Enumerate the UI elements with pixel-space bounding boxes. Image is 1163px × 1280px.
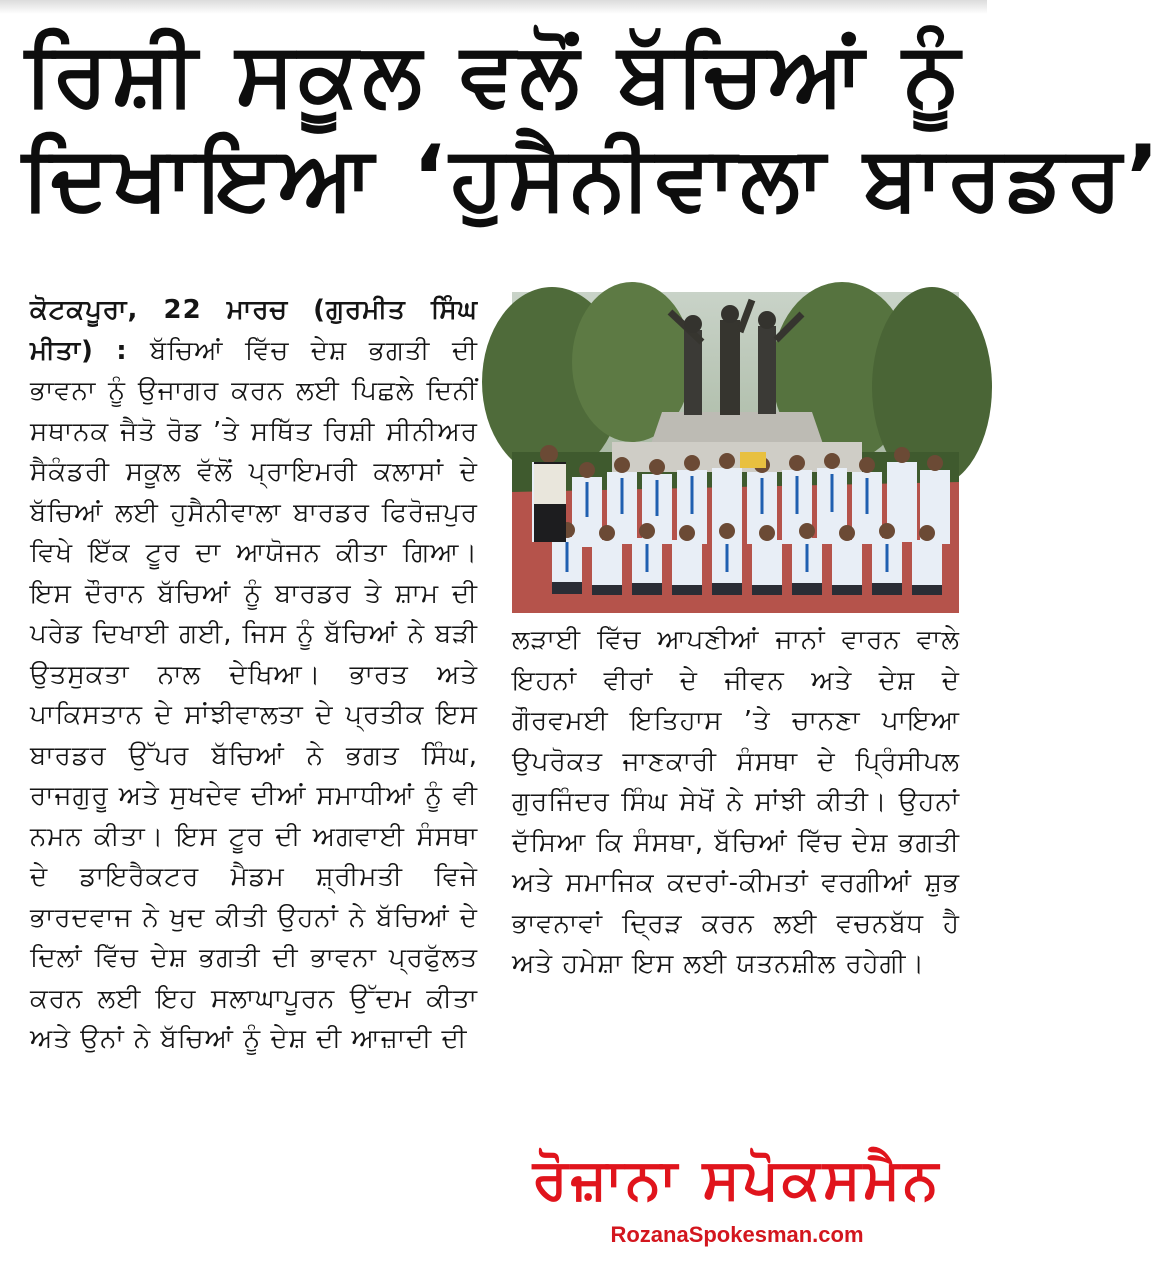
headline-line-1: ਰਿਸ਼ੀ ਸਕੂਲ ਵਲੋਂ ਬੱਚਿਆਂ ਨੂੰ <box>25 22 964 125</box>
article-left-body: ਬੱਚਿਆਂ ਵਿੱਚ ਦੇਸ਼ ਭਗਤੀ ਦੀ ਭਾਵਨਾ ਨੂੰ ਉਜਾਗਰ ਕਰਨ ਲਈ ਪਿਛਲੇ ਦਿਨੀਂ ਸਥਾਨਕ ਜੈਤੋ ਰੋਡ ’ਤੇ ਸਥਿੱਤ ਰਿਸ਼ੀ ਸੀਨੀਅਰ ਸੈਕੰਡਰੀ ਸਕੂਲ ਵੱਲੋਂ ਪ੍ਰਾਇਮਰੀ ਕਲਾਸਾਂ ਦੇ ਬੱਚਿਆਂ ਲਈ ਹੁਸੈਨੀਵਾਲਾ ਬਾਰਡਰ ਫਿਰੋਜ਼ਪੁਰ ਵਿਖੇ ਇੱਕ ਟੂਰ ਦਾ ਆਯੋਜਨ ਕੀਤਾ ਗਿਆ। ਇਸ ਦੌਰਾਨ ਬੱਚਿਆਂ ਨੂੰ ਬਾਰਡਰ ਤੇ ਸ਼ਾਮ ਦੀ ਪਰੇਡ ਦਿਖਾਈ ਗਈ, ਜਿਸ ਨੂੰ ਬੱਚਿਆਂ ਨੇ ਬੜੀ ਉਤਸੁਕਤਾ ਨਾਲ ਦੇਖਿਆ। ਭਾਰਤ ਅਤੇ ਪਾਕਿਸਤਾਨ ਦੇ ਸਾਂਝੀਵਾਲਤਾ ਦੇ ਪ੍ਰਤੀਕ ਇਸ ਬਾਰਡਰ ਉੱਪਰ ਬੱਚਿਆਂ ਨੇ ਭਗਤ ਸਿੰਘ, ਰਾਜਗੁਰੂ ਅਤੇ ਸੁਖਦੇਵ ਦੀਆਂ ਸਮਾਧੀਆਂ ਨੂੰ ਵੀ ਨਮਨ ਕੀਤਾ। ਇਸ ਟੂਰ ਦੀ ਅਗਵਾਈ ਸੰਸਥਾ ਦੇ ਡਾਇਰੈਕਟਰ ਮੈਡਮ ਸ਼੍ਰੀਮਤੀ ਵਿਜੇ ਭਾਰਦਵਾਜ ਨੇ ਖੁਦ ਕੀਤੀ ਉਹਨਾਂ ਨੇ ਬੱਚਿਆਂ ਦੇ ਦਿਲਾਂ ਵਿੱਚ ਦੇਸ਼ ਭਗਤੀ ਦੀ ਭਾਵਨਾ ਪ੍ਰਫੁੱਲਤ ਕਰਨ ਲਈ ਇਹ ਸਲਾਘਾਪੂਰਨ ਉੱਦਮ ਕੀਤਾ ਅਤੇ ਉਨਾਂ ਨੇ ਬੱਚਿਆਂ ਨੂੰ ਦੇਸ਼ ਦੀ ਆਜ਼ਾਦੀ ਦੀ <box>30 335 478 1054</box>
logo-website: RozanaSpokesman.com <box>610 1222 864 1247</box>
article-right-body: ਲੜਾਈ ਵਿੱਚ ਆਪਣੀਆਂ ਜਾਨਾਂ ਵਾਰਨ ਵਾਲੇ ਇਹਨਾਂ ਵੀਰਾਂ ਦੇ ਜੀਵਨ ਅਤੇ ਦੇਸ਼ ਦੇ ਗੌਰਵਮਈ ਇਤਿਹਾਸ ’ਤੇ ਚਾਨਣਾ ਪਾਇਆ ਉਪਰੋਕਤ ਜਾਣਕਾਰੀ ਸੰਸਥਾ ਦੇ ਪ੍ਰਿੰਸੀਪਲ ਗੁਰਜਿੰਦਰ ਸਿੰਘ ਸੇਖੋਂ ਨੇ ਸਾਂਝੀ ਕੀਤੀ। ਉਹਨਾਂ ਦੱਸਿਆ ਕਿ ਸੰਸਥਾ, ਬੱਚਿਆਂ ਵਿੱਚ ਦੇਸ਼ ਭਗਤੀ ਅਤੇ ਸਮਾਜਿਕ ਕਦਰਾਂ-ਕੀਮਤਾਂ ਵਰਗੀਆਂ ਸ਼ੁਭ ਭਾਵਨਾਵਾਂ ਦ੍ਰਿੜ ਕਰਨ ਲਈ ਵਚਨਬੱਧ ਹੈ ਅਤੇ ਹਮੇਸ਼ਾ ਇਸ ਲਈ ਯਤਨਸ਼ੀਲ ਰਹੇਗੀ। <box>512 625 960 979</box>
photo-illustration <box>512 292 959 613</box>
headline <box>22 22 1163 230</box>
publisher-logo <box>512 1140 962 1260</box>
article-right-column <box>512 620 960 1130</box>
article-left-column <box>30 290 478 1260</box>
clipping-top-edge <box>0 0 987 14</box>
logo-wordmark: ਰੋਜ਼ਾਨਾ ਸਪੋਕਸਮੈਨ <box>532 1147 942 1212</box>
headline-line-2: ਦਿਖਾਇਆ ‘ਹੁਸੈਨੀਵਾਲਾ ਬਾਰਡਰ’ <box>22 126 1163 229</box>
group-photo-memorial <box>512 292 959 613</box>
article-dateline: ਕੋਟਕਪੂਰਾ, 22 ਮਾਰਚ (ਗੁਰਮੀਤ ਸਿੰਘ ਮੀਤਾ) : <box>30 295 478 366</box>
